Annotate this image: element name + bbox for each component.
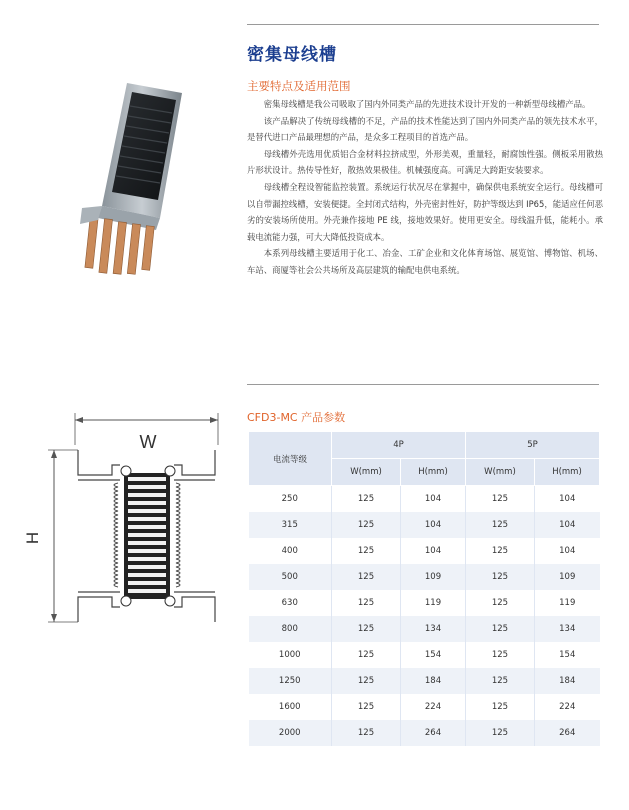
table-row: [249, 694, 600, 720]
table-cell: 119: [401, 590, 466, 616]
table-cell: 104: [534, 486, 599, 513]
table-cell: 184: [534, 668, 599, 694]
table-cell: 184: [401, 668, 466, 694]
intro-paragraph: 密集母线槽是我公司吸取了国内外同类产品的先进技术设计开发的一种新型母线槽产品。: [263, 99, 591, 109]
intro-paragraph: 母线槽全程设智能监控装置。系统运行状况尽在掌握中，确保供电系统安全运行。母线槽可以自带漏控线槽，安装便捷。全封闭式结构，外壳密封性好，防护等级达到 IP65，能适应任何恶劣的安装场所使用。外壳兼作接地 PE 线，接地效果好。使用更安全。母线温升低，能耗小。承载电流能力强，可大大降低投资成本。: [247, 181, 603, 242]
table-cell: 400: [249, 538, 332, 564]
table-cell: 224: [401, 694, 466, 720]
table-cell: 125: [465, 486, 534, 513]
table-cell: 125: [332, 694, 401, 720]
section-rule: [247, 384, 599, 385]
params-section-title: CFD3-MC 产品参数: [247, 411, 346, 424]
table-cell: 125: [465, 694, 534, 720]
table-cell: 125: [332, 486, 401, 513]
table-cell: 125: [465, 642, 534, 668]
table-cell: 104: [401, 486, 466, 513]
table-cell: 1600: [249, 694, 332, 720]
table-cell: 134: [401, 616, 466, 642]
intro-paragraph: 该产品解决了传统母线槽的不足，产品的技术性能达到了国内外同类产品的领先技术水平，是替代进口产品最理想的产品，是众多工程项目的首选产品。: [247, 115, 603, 143]
table-cell: 125: [465, 564, 534, 590]
table-cell: 500: [249, 564, 332, 590]
table-cell: 125: [465, 616, 534, 642]
table-cell: 125: [332, 512, 401, 538]
table-cell: 104: [534, 538, 599, 564]
table-cell: 134: [534, 616, 599, 642]
table-row: [249, 486, 600, 513]
page-title: 密集母线槽: [247, 45, 337, 65]
table-cell: 125: [465, 720, 534, 746]
table-cell: 104: [534, 512, 599, 538]
table-cell: 630: [249, 590, 332, 616]
intro-text: [247, 96, 603, 279]
table-cell: 125: [332, 564, 401, 590]
table-cell: 264: [534, 720, 599, 746]
table-cell: 104: [401, 538, 466, 564]
busway-product-image: [72, 78, 197, 278]
table-cell: 154: [401, 642, 466, 668]
col-header-4p: 4P: [332, 432, 466, 459]
table-cell: 264: [401, 720, 466, 746]
table-cell: 800: [249, 616, 332, 642]
w-label: W: [139, 432, 157, 452]
table-cell: 1000: [249, 642, 332, 668]
table-cell: 224: [534, 694, 599, 720]
col-header-h-5p: H(mm): [534, 459, 599, 486]
col-header-rating: 电流等级: [249, 432, 332, 486]
table-cell: 125: [332, 616, 401, 642]
table-cell: 1250: [249, 668, 332, 694]
table-cell: 315: [249, 512, 332, 538]
top-rule: [247, 24, 599, 25]
table-cell: 250: [249, 486, 332, 513]
table-row: [249, 590, 600, 616]
table-cell: 125: [332, 538, 401, 564]
table-row: [249, 720, 600, 746]
table-row: [249, 642, 600, 668]
col-header-h-4p: H(mm): [401, 459, 466, 486]
table-cell: 125: [465, 668, 534, 694]
table-cell: 125: [332, 720, 401, 746]
table-row: [249, 564, 600, 590]
col-header-w-5p: W(mm): [465, 459, 534, 486]
table-cell: 109: [534, 564, 599, 590]
h-label: H: [23, 531, 42, 545]
table-cell: 125: [332, 668, 401, 694]
table-row: [249, 668, 600, 694]
table-cell: 125: [332, 590, 401, 616]
table-cell: 154: [534, 642, 599, 668]
intro-paragraph: 本系列母线槽主要适用于化工、冶金、工矿企业和文化体育场馆、展览馆、博物馆、机场、车站、商厦等社会公共场所及高层建筑的输配电供电系统。: [247, 248, 603, 275]
table-cell: 109: [401, 564, 466, 590]
cross-section-diagram: [20, 405, 225, 630]
col-header-5p: 5P: [465, 432, 599, 459]
features-subtitle: 主要特点及适用范围: [247, 79, 351, 93]
table-cell: 125: [465, 538, 534, 564]
table-row: [249, 616, 600, 642]
table-cell: 125: [465, 512, 534, 538]
table-cell: 125: [465, 590, 534, 616]
intro-paragraph: 母线槽外壳选用优质铝合金材料拉挤成型，外形美观，重量轻，耐腐蚀性强。侧板采用散热片形状设计。热传导性好，散热效果极佳。机械强度高。可满足大跨距安装要求。: [247, 148, 603, 176]
table-cell: 119: [534, 590, 599, 616]
table-cell: 125: [332, 642, 401, 668]
table-row: [249, 512, 600, 538]
table-cell: 2000: [249, 720, 332, 746]
params-table: [248, 431, 600, 746]
table-cell: 104: [401, 512, 466, 538]
table-row: [249, 538, 600, 564]
col-header-w-4p: W(mm): [332, 459, 401, 486]
